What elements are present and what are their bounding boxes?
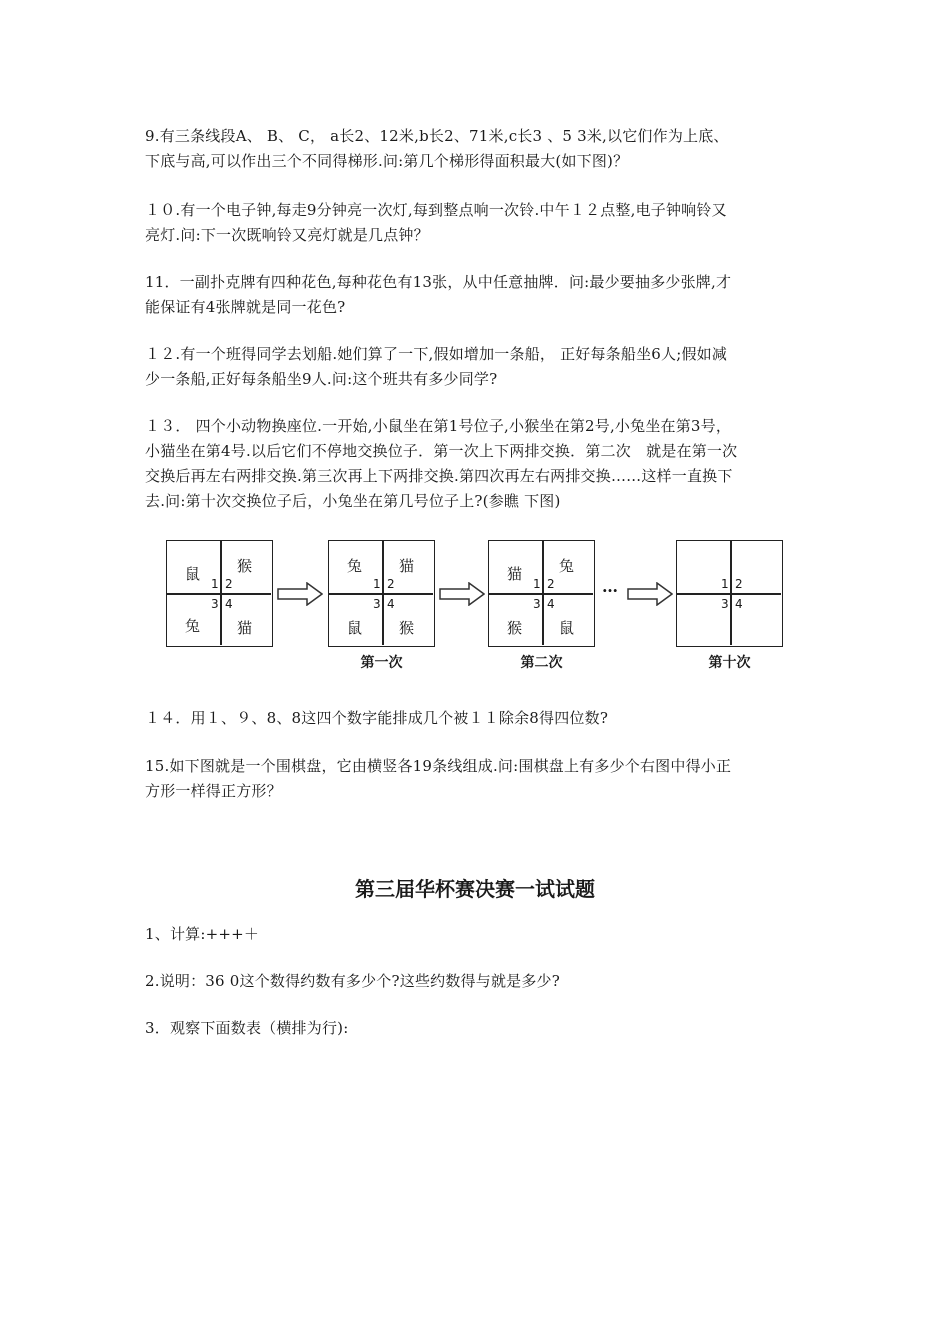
seat-grid-second [488,540,595,647]
problem-13 [145,414,825,514]
seat-swap-figure [162,532,792,674]
seat-animal: 猫 [507,565,523,583]
seat-animal: 猫 [237,619,253,637]
seat-number: 2 [547,577,555,591]
seat-animal: 鼠 [559,619,575,637]
seat-grid-initial [166,540,273,647]
problem-15-line-1: 15.如下图就是一个围棋盘，它由横竖各19条线组成.问:围棋盘上有多少个右图中得小正 [145,757,732,775]
seat-animal: 猴 [507,619,523,637]
seat-animal: 兔 [185,617,201,635]
problem-14 [145,706,825,731]
seat-animal: 兔 [347,557,363,575]
problem-9-line-1: 9.有三条线段A、 B、 C， a长2、12米,b长2、71米,c长3 、5 3米,以它们作为上底、 [145,127,729,145]
seat-number: 1 [373,577,381,591]
problem-12-line-1: １２.有一个班得同学去划船.她们算了一下,假如增加一条船， 正好每条船坐6人;假如减 [145,345,728,363]
section-q3 [145,1016,825,1041]
seat-number: 4 [387,597,395,611]
seat-number: 1 [533,577,541,591]
seat-grid-first [328,540,435,647]
right-arrow-icon [439,582,485,606]
seat-animal: 兔 [559,557,575,575]
section-q1 [145,922,825,947]
seat-number: 1 [211,577,219,591]
section-q2-text: 2.说明：36 0这个数得约数有多少个?这些约数得与就是多少? [145,972,560,990]
problem-13-line-3: 交换后再左右两排交换.第三次再上下两排交换.第四次再左右两排交换……这样一直换下 [145,467,733,485]
problem-13-line-1: １３． 四个小动物换座位.一开始,小鼠坐在第1号位子,小猴坐在第2号,小兔坐在第3号， [145,417,732,435]
seat-number: 3 [373,597,381,611]
seat-animal: 猴 [399,619,415,637]
problem-12 [145,342,825,392]
seat-animal: 猴 [237,557,253,575]
problem-10-line-1: １０.有一个电子钟,每走9分钟亮一次灯,每到整点响一次铃.中午１２点整,电子钟响铃又 [145,201,727,219]
caption-second: 第二次 [520,655,563,671]
problem-12-line-2: 少一条船,正好每条船坐9人.问:这个班共有多少同学? [145,370,498,388]
problem-9 [145,124,825,174]
seat-number: 3 [211,597,219,611]
seat-grid-tenth [676,540,783,647]
problem-11 [145,270,825,320]
seat-number: 3 [721,597,729,611]
right-arrow-icon [627,582,673,606]
seat-number: 2 [387,577,395,591]
problem-13-line-4: 去.问:第十次交换位子后，小兔坐在第几号位子上?(参瞧 下图) [145,492,561,510]
section-q3-text: 3．观察下面数表（横排为行): [145,1019,349,1037]
section-q1-text: 1、计算:+++＋ [145,925,260,943]
seat-animal: 猫 [399,557,415,575]
seat-number: 4 [225,597,233,611]
problem-15-line-2: 方形一样得正方形？ [145,782,282,800]
seat-number: 4 [735,597,743,611]
seat-animal: 鼠 [185,565,201,583]
problem-10 [145,198,825,248]
section-q2 [145,969,825,994]
problem-14-line-1: １４．用１、９、8、8这四个数字能排成几个被１１除余8得四位数? [145,709,609,727]
ellipsis: … [602,577,619,596]
seat-number: 1 [721,577,729,591]
problem-15 [145,754,825,804]
caption-tenth: 第十次 [708,655,751,671]
section-title: 第三届华杯赛决赛一试试题 [355,877,595,901]
caption-first: 第一次 [360,655,403,671]
problem-9-line-2: 下底与高,可以作出三个不同得梯形.问:第几个梯形得面积最大(如下图)？ [145,152,629,170]
problem-11-line-1: 11．一副扑克牌有四种花色,每种花色有13张，从中任意抽牌．问:最少要抽多少张牌,才 [145,273,732,291]
problem-11-line-2: 能保证有4张牌就是同一花色? [145,298,346,316]
seat-number: 4 [547,597,555,611]
problem-10-line-2: 亮灯.问:下一次既响铃又亮灯就是几点钟？ [145,226,429,244]
seat-number: 2 [735,577,743,591]
seat-number: 2 [225,577,233,591]
problem-13-line-2: 小猫坐在第4号.以后它们不停地交换位子．第一次上下两排交换．第二次 就是在第一次 [145,442,738,460]
seat-number: 3 [533,597,541,611]
right-arrow-icon [277,582,323,606]
seat-animal: 鼠 [347,619,363,637]
